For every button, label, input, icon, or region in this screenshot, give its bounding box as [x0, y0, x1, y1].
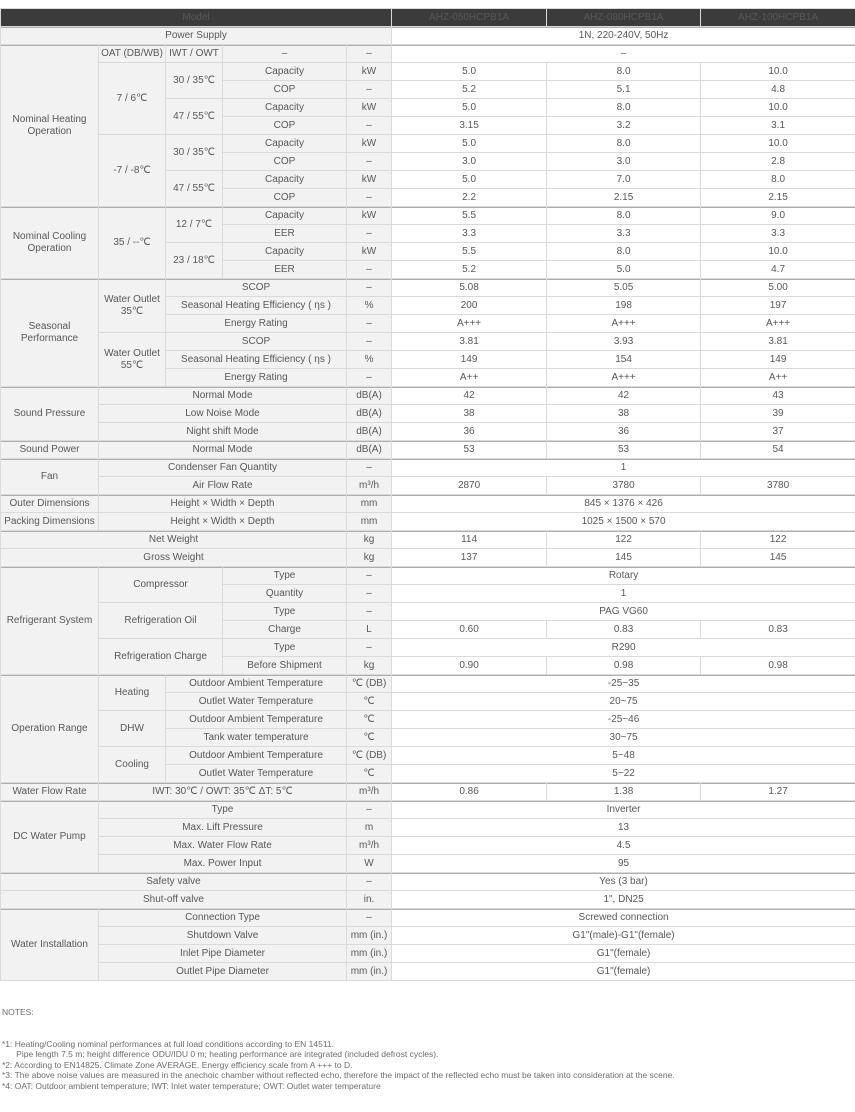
param-label-cell: Shut-off valve — [1, 891, 347, 909]
unit-cell: kW — [347, 99, 392, 117]
param-label-cell: Outdoor Ambient Temperature — [166, 747, 347, 765]
table-row — [1, 567, 855, 585]
table-row — [1, 207, 855, 225]
value-cell: A+++ — [392, 315, 547, 333]
unit-cell: ℃ — [347, 711, 392, 729]
unit-cell: m³/h — [347, 477, 392, 495]
unit-cell: mm (in.) — [347, 927, 392, 945]
value-cell: 42 — [547, 387, 701, 405]
param-label-cell: Shutdown Valve — [99, 927, 347, 945]
value-cell: 3.81 — [392, 333, 547, 351]
value-cell: 38 — [547, 405, 701, 423]
value-cell: 10.0 — [701, 243, 855, 261]
table-row — [1, 837, 855, 855]
param-label-cell: Quantity — [223, 585, 347, 603]
value-cell: 3.0 — [392, 153, 547, 171]
value-cell: 5.2 — [392, 81, 547, 99]
table-row — [1, 873, 855, 891]
unit-cell: – — [347, 279, 392, 297]
value-cell: 1", DN25 — [392, 891, 855, 909]
value-cell: 3.15 — [392, 117, 547, 135]
value-cell: 0.90 — [392, 657, 547, 675]
sub-label-cell: -7 / -8℃ — [99, 135, 166, 207]
unit-cell: dB(A) — [347, 387, 392, 405]
unit-cell: – — [347, 45, 392, 63]
param-label-cell: EER — [223, 261, 347, 279]
table-row — [1, 279, 855, 297]
sub-label-cell: IWT / OWT — [166, 45, 223, 63]
table-row — [1, 891, 855, 909]
group-label-cell: Refrigerant System — [1, 567, 99, 675]
param-label-cell: Net Weight — [1, 531, 347, 549]
value-cell: 1.27 — [701, 783, 855, 801]
param-label-cell: Charge — [223, 621, 347, 639]
table-row — [1, 963, 855, 981]
value-cell: 154 — [547, 351, 701, 369]
group-label-cell: Sound Pressure — [1, 387, 99, 441]
param-label-cell: IWT: 30℃ / OWT: 35℃ ΔT: 5℃ — [99, 783, 347, 801]
value-cell: Yes (3 bar) — [392, 873, 855, 891]
value-cell: 8.0 — [547, 243, 701, 261]
table-row — [1, 783, 855, 801]
value-cell: 3.1 — [701, 117, 855, 135]
param-label-cell: Connection Type — [99, 909, 347, 927]
value-cell: 2.15 — [547, 189, 701, 207]
value-cell: 3.3 — [547, 225, 701, 243]
table-row — [1, 135, 855, 153]
value-cell: Rotary — [392, 567, 855, 585]
value-cell: 5.0 — [392, 135, 547, 153]
value-cell: 1N, 220-240V, 50Hz — [392, 27, 855, 45]
unit-cell: ℃ (DB) — [347, 675, 392, 693]
param-label-cell: Height × Width × Depth — [99, 495, 347, 513]
value-cell: 0.98 — [547, 657, 701, 675]
param-label-cell: Capacity — [223, 243, 347, 261]
table-row — [1, 855, 855, 873]
value-cell: 37 — [701, 423, 855, 441]
unit-cell: % — [347, 297, 392, 315]
unit-cell: ℃ — [347, 693, 392, 711]
notes-title: NOTES: — [2, 1007, 855, 1018]
value-cell: 5.1 — [547, 81, 701, 99]
value-cell: 1 — [392, 459, 855, 477]
note-line: *1: Heating/Cooling nominal performances at full load conditions according to EN 14511. — [2, 1039, 855, 1050]
value-cell: 3.0 — [547, 153, 701, 171]
table-row — [1, 477, 855, 495]
param-label-cell: Normal Mode — [99, 387, 347, 405]
value-cell: -25~46 — [392, 711, 855, 729]
value-cell: 5.08 — [392, 279, 547, 297]
group-label-cell: Sound Power — [1, 441, 99, 459]
table-row — [1, 801, 855, 819]
unit-cell: – — [347, 459, 392, 477]
value-cell: 0.86 — [392, 783, 547, 801]
value-cell: 42 — [392, 387, 547, 405]
table-row — [1, 945, 855, 963]
value-cell: 54 — [701, 441, 855, 459]
value-cell: 36 — [392, 423, 547, 441]
group-label-cell: Water Installation — [1, 909, 99, 981]
param-label-cell: – — [223, 45, 347, 63]
value-cell: 200 — [392, 297, 547, 315]
sub-label-cell: 12 / 7℃ — [166, 207, 223, 243]
param-label-cell: Tank water temperature — [166, 729, 347, 747]
notes-lines — [2, 1039, 855, 1092]
value-cell: 30~75 — [392, 729, 855, 747]
unit-cell: – — [347, 261, 392, 279]
unit-cell: mm — [347, 495, 392, 513]
unit-cell: in. — [347, 891, 392, 909]
group-label-cell: Outer Dimensions — [1, 495, 99, 513]
param-label-cell: SCOP — [166, 333, 347, 351]
param-label-cell: Outdoor Ambient Temperature — [166, 675, 347, 693]
group-label-cell: Fan — [1, 459, 99, 495]
unit-cell: m — [347, 819, 392, 837]
note-line: *4: OAT: Outdoor ambient temperature; IWT: Inlet water temperature; OWT: Outlet water temperature — [2, 1081, 855, 1092]
value-cell: 122 — [701, 531, 855, 549]
table-row — [1, 531, 855, 549]
spec-table — [0, 8, 855, 981]
value-cell: 122 — [547, 531, 701, 549]
param-label-cell: Type — [223, 567, 347, 585]
unit-cell: kg — [347, 657, 392, 675]
value-cell: R290 — [392, 639, 855, 657]
table-row — [1, 441, 855, 459]
value-cell: A+++ — [547, 315, 701, 333]
value-cell: 198 — [547, 297, 701, 315]
spec-table-body — [1, 9, 855, 981]
unit-cell: ℃ — [347, 729, 392, 747]
table-row — [1, 27, 855, 45]
sub-label-cell: DHW — [99, 711, 166, 747]
value-cell: 2.2 — [392, 189, 547, 207]
unit-cell: – — [347, 801, 392, 819]
value-cell: 0.83 — [547, 621, 701, 639]
value-cell: 3780 — [701, 477, 855, 495]
value-cell: 2870 — [392, 477, 547, 495]
table-row — [1, 423, 855, 441]
unit-cell: – — [347, 117, 392, 135]
param-label-cell: Gross Weight — [1, 549, 347, 567]
param-label-cell: Air Flow Rate — [99, 477, 347, 495]
value-cell: 0.60 — [392, 621, 547, 639]
param-label-cell: Type — [223, 603, 347, 621]
value-cell: G1"(female) — [392, 945, 855, 963]
group-label-cell: Water Flow Rate — [1, 783, 99, 801]
unit-cell: – — [347, 369, 392, 387]
sub-label-cell: 47 / 55℃ — [166, 99, 223, 135]
unit-cell: kg — [347, 549, 392, 567]
sub-label-cell: 35 / --℃ — [99, 207, 166, 279]
group-label-cell: Packing Dimensions — [1, 513, 99, 531]
value-cell: 39 — [701, 405, 855, 423]
param-label-cell: COP — [223, 117, 347, 135]
sub-label-cell: 30 / 35℃ — [166, 63, 223, 99]
value-cell: 4.8 — [701, 81, 855, 99]
sub-label-cell: Compressor — [99, 567, 223, 603]
value-cell: 3780 — [547, 477, 701, 495]
unit-cell: – — [347, 585, 392, 603]
unit-cell: – — [347, 909, 392, 927]
unit-cell: mm (in.) — [347, 945, 392, 963]
group-label-cell: DC Water Pump — [1, 801, 99, 873]
param-label-cell: Capacity — [223, 207, 347, 225]
value-cell: 197 — [701, 297, 855, 315]
param-label-cell: Capacity — [223, 135, 347, 153]
value-cell: 5.5 — [392, 207, 547, 225]
value-cell: 0.98 — [701, 657, 855, 675]
table-row — [1, 603, 855, 621]
group-label-cell: Nominal Cooling Operation — [1, 207, 99, 279]
unit-cell: mm (in.) — [347, 963, 392, 981]
value-cell: 145 — [701, 549, 855, 567]
unit-cell: ℃ (DB) — [347, 747, 392, 765]
table-row — [1, 495, 855, 513]
param-label-cell: COP — [223, 153, 347, 171]
sub-label-cell: OAT (DB/WB) — [99, 45, 166, 63]
param-label-cell: Capacity — [223, 171, 347, 189]
param-label-cell: Max. Water Flow Rate — [99, 837, 347, 855]
value-cell: 2.15 — [701, 189, 855, 207]
value-cell: 1025 × 1500 × 570 — [392, 513, 855, 531]
value-cell: 5~48 — [392, 747, 855, 765]
value-cell: 4.7 — [701, 261, 855, 279]
param-label-cell: Energy Rating — [166, 315, 347, 333]
value-cell: 5.0 — [392, 63, 547, 81]
value-cell: 8.0 — [547, 207, 701, 225]
unit-cell: dB(A) — [347, 441, 392, 459]
unit-cell: – — [347, 153, 392, 171]
unit-cell: – — [347, 567, 392, 585]
table-row — [1, 819, 855, 837]
value-cell: 20~75 — [392, 693, 855, 711]
param-label-cell: COP — [223, 189, 347, 207]
value-cell: 8.0 — [701, 171, 855, 189]
table-row — [1, 927, 855, 945]
unit-cell: – — [347, 333, 392, 351]
unit-cell: kW — [347, 171, 392, 189]
sub-label-cell: Heating — [99, 675, 166, 711]
unit-cell: – — [347, 315, 392, 333]
value-cell: 149 — [701, 351, 855, 369]
notes-section — [0, 986, 855, 1112]
sub-label-cell: Water Outlet 35℃ — [99, 279, 166, 333]
sub-label-cell: Refrigeration Oil — [99, 603, 223, 639]
unit-cell: – — [347, 81, 392, 99]
value-cell: 0.83 — [701, 621, 855, 639]
value-cell: 137 — [392, 549, 547, 567]
value-cell: 43 — [701, 387, 855, 405]
unit-cell: % — [347, 351, 392, 369]
value-cell: A+++ — [701, 315, 855, 333]
value-cell: 3.2 — [547, 117, 701, 135]
value-cell: 8.0 — [547, 135, 701, 153]
unit-cell: kW — [347, 207, 392, 225]
table-row — [1, 711, 855, 729]
table-row — [1, 387, 855, 405]
note-line: *3: The above noise values are measured in the anechoic chamber without reflected echo, therefore the impact of the reflected echo must be taken into consideration at the scene. — [2, 1070, 855, 1081]
table-row — [1, 45, 855, 63]
unit-cell: – — [347, 639, 392, 657]
param-label-cell: Height × Width × Depth — [99, 513, 347, 531]
param-label-cell: Safety valve — [1, 873, 347, 891]
table-row — [1, 333, 855, 351]
param-label-cell: Outlet Water Temperature — [166, 765, 347, 783]
table-row — [1, 9, 855, 27]
unit-cell: ℃ — [347, 765, 392, 783]
value-cell: 4.5 — [392, 837, 855, 855]
value-cell: 845 × 1376 × 426 — [392, 495, 855, 513]
value-cell: G1"(female) — [392, 963, 855, 981]
param-label-cell: Max. Lift Pressure — [99, 819, 347, 837]
param-label-cell: Type — [99, 801, 347, 819]
table-row — [1, 405, 855, 423]
value-cell: 3.3 — [392, 225, 547, 243]
model-header: Model — [1, 9, 392, 27]
unit-cell: mm — [347, 513, 392, 531]
unit-cell: kW — [347, 243, 392, 261]
param-label-cell: Outlet Water Temperature — [166, 693, 347, 711]
value-cell: A+++ — [547, 369, 701, 387]
value-cell: 1.38 — [547, 783, 701, 801]
sub-label-cell: Water Outlet 55℃ — [99, 333, 166, 387]
unit-cell: W — [347, 855, 392, 873]
value-cell: 114 — [392, 531, 547, 549]
group-label-cell: Seasonal Performance — [1, 279, 99, 387]
value-cell: A++ — [701, 369, 855, 387]
value-cell: – — [392, 45, 855, 63]
value-cell: 7.0 — [547, 171, 701, 189]
value-cell: 5.0 — [392, 99, 547, 117]
unit-cell: – — [347, 189, 392, 207]
value-cell: 3.3 — [701, 225, 855, 243]
value-cell: 5.0 — [392, 171, 547, 189]
value-cell: 1 — [392, 585, 855, 603]
value-cell: 36 — [547, 423, 701, 441]
value-cell: 53 — [547, 441, 701, 459]
param-label-cell: SCOP — [166, 279, 347, 297]
value-cell: 8.0 — [547, 63, 701, 81]
param-label-cell: EER — [223, 225, 347, 243]
value-cell: 3.93 — [547, 333, 701, 351]
sub-label-cell: 47 / 55℃ — [166, 171, 223, 207]
table-row — [1, 639, 855, 657]
value-cell: 5.00 — [701, 279, 855, 297]
unit-cell: dB(A) — [347, 423, 392, 441]
param-label-cell: Capacity — [223, 63, 347, 81]
unit-cell: kg — [347, 531, 392, 549]
unit-cell: – — [347, 873, 392, 891]
param-label-cell: Low Noise Mode — [99, 405, 347, 423]
value-cell: 38 — [392, 405, 547, 423]
group-label-cell: Operation Range — [1, 675, 99, 783]
table-row — [1, 513, 855, 531]
model-name: AHZ-050HCPB1A — [392, 9, 547, 27]
param-label-cell: Type — [223, 639, 347, 657]
value-cell: -25~35 — [392, 675, 855, 693]
unit-cell: kW — [347, 63, 392, 81]
table-row — [1, 549, 855, 567]
unit-cell: m³/h — [347, 783, 392, 801]
model-name: AHZ-100HCPB1A — [701, 9, 855, 27]
unit-cell: L — [347, 621, 392, 639]
value-cell: 13 — [392, 819, 855, 837]
value-cell: G1"(male)-G1"(female) — [392, 927, 855, 945]
sub-label-cell: 7 / 6℃ — [99, 63, 166, 135]
param-label-cell: Inlet Pipe Diameter — [99, 945, 347, 963]
param-label-cell: Condenser Fan Quantity — [99, 459, 347, 477]
param-label-cell: Outdoor Ambient Temperature — [166, 711, 347, 729]
param-label-cell: Seasonal Heating Efficiency ( ηs ) — [166, 351, 347, 369]
value-cell: 10.0 — [701, 99, 855, 117]
param-label-cell: Seasonal Heating Efficiency ( ηs ) — [166, 297, 347, 315]
value-cell: PAG VG60 — [392, 603, 855, 621]
table-row — [1, 747, 855, 765]
param-label-cell: Capacity — [223, 99, 347, 117]
unit-cell: – — [347, 225, 392, 243]
table-row — [1, 675, 855, 693]
value-cell: 10.0 — [701, 135, 855, 153]
value-cell: Inverter — [392, 801, 855, 819]
sub-label-cell: Cooling — [99, 747, 166, 783]
value-cell: 95 — [392, 855, 855, 873]
table-row — [1, 909, 855, 927]
value-cell: 53 — [392, 441, 547, 459]
sub-label-cell: Refrigeration Charge — [99, 639, 223, 675]
param-label-cell: Outlet Pipe Diameter — [99, 963, 347, 981]
param-label-cell: Energy Rating — [166, 369, 347, 387]
model-name: AHZ-080HCPB1A — [547, 9, 701, 27]
sub-label-cell: 30 / 35℃ — [166, 135, 223, 171]
value-cell: 145 — [547, 549, 701, 567]
note-line: *2: According to EN14825. Climate Zone AVERAGE. Energy efficiency scale from A +++ to D. — [2, 1060, 855, 1071]
value-cell: 8.0 — [547, 99, 701, 117]
value-cell: 5~22 — [392, 765, 855, 783]
param-label-cell: Before Shipment — [223, 657, 347, 675]
value-cell: 5.0 — [547, 261, 701, 279]
value-cell: 3.81 — [701, 333, 855, 351]
param-label-cell: COP — [223, 81, 347, 99]
value-cell: 5.2 — [392, 261, 547, 279]
value-cell: 10.0 — [701, 63, 855, 81]
param-label-cell: Normal Mode — [99, 441, 347, 459]
param-label-cell: Max. Power Input — [99, 855, 347, 873]
unit-cell: kW — [347, 135, 392, 153]
unit-cell: m³/h — [347, 837, 392, 855]
unit-cell: – — [347, 603, 392, 621]
group-label-cell: Nominal Heating Operation — [1, 45, 99, 207]
sub-label-cell: 23 / 18℃ — [166, 243, 223, 279]
value-cell: A++ — [392, 369, 547, 387]
table-row — [1, 63, 855, 81]
value-cell: 149 — [392, 351, 547, 369]
param-label-cell: Night shift Mode — [99, 423, 347, 441]
table-row — [1, 459, 855, 477]
value-cell: Screwed connection — [392, 909, 855, 927]
value-cell: 5.5 — [392, 243, 547, 261]
param-label-cell: Power Supply — [1, 27, 392, 45]
note-line: Pipe length 7.5 m; height difference ODU/IDU 0 m; heating performance are integrated (included defrost cycles). — [2, 1049, 855, 1060]
value-cell: 5.05 — [547, 279, 701, 297]
value-cell: 2.8 — [701, 153, 855, 171]
value-cell: 9.0 — [701, 207, 855, 225]
unit-cell: dB(A) — [347, 405, 392, 423]
